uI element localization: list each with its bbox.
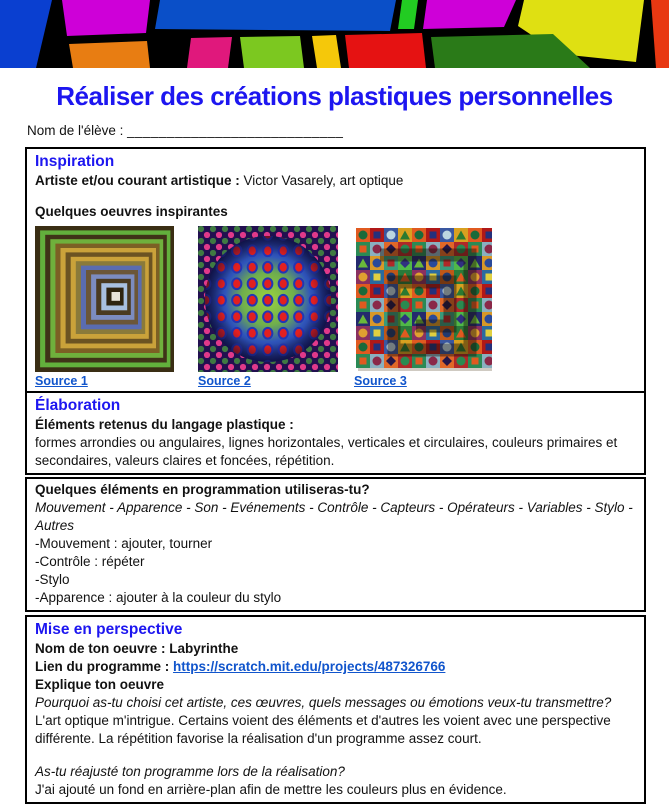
programming-categories: Mouvement - Apparence - Son - Evénements - Contrôle - Capteurs - Opérateurs - Variables - Stylo - Autres — [35, 500, 633, 533]
artwork-shape-grid-image — [354, 226, 499, 372]
worksheet-boxes — [25, 147, 646, 804]
banner-shape-red — [345, 33, 426, 68]
spacer — [35, 190, 636, 203]
works-label: Quelques oeuvres inspirantes — [35, 204, 228, 219]
artist-value: Victor Vasarely, art optique — [243, 173, 404, 188]
student-name-line — [27, 123, 669, 138]
artwork-2-column — [198, 226, 338, 388]
program-link-line — [35, 658, 636, 676]
artwork-concentric-squares-image — [35, 226, 174, 372]
plastic-language-label: Éléments retenus du langage plastique : — [35, 417, 294, 432]
banner-shape-yellow — [312, 35, 341, 68]
programming-item-pen: -Stylo — [35, 572, 70, 587]
inspiration-heading: Inspiration — [35, 153, 115, 170]
banner-shape-magenta-2 — [423, 0, 516, 29]
work-name-line — [35, 640, 636, 658]
answer-readjusted: J'ai ajouté un fond en arrière-plan afin de mettre les couleurs plus en évidence. — [35, 782, 507, 797]
section-elaboration — [25, 391, 646, 475]
explain-label: Explique ton oeuvre — [35, 677, 165, 692]
banner-shape-green — [240, 36, 304, 68]
banner-shape-orange — [69, 41, 150, 68]
artwork-1-column — [35, 226, 174, 388]
source-3-link[interactable]: Source 3 — [354, 374, 407, 388]
plastic-language-text: formes arrondies ou angulaires, lignes horizontales, verticales et circulaires, couleurs primaires et secondaires, valeurs claires et foncées, répétition. — [35, 435, 618, 468]
student-name-label: Nom de l'élève : — [27, 123, 124, 138]
page-title: Réaliser des créations plastiques personnelles — [56, 81, 613, 111]
artwork-dot-sphere-image — [198, 226, 338, 372]
programming-question: Quelques éléments en programmation utiliseras-tu? — [35, 482, 370, 497]
programming-item-movement: -Mouvement : ajouter, tourner — [35, 536, 213, 551]
work-name-label: Nom de ton oeuvre : — [35, 641, 166, 656]
spacer — [35, 748, 636, 763]
question-readjusted: As-tu réajusté ton programme lors de la réalisation? — [35, 764, 345, 779]
section-inspiration — [25, 147, 646, 393]
banner-shape-blue-wide — [155, 0, 396, 31]
work-name-value: Labyrinthe — [169, 641, 239, 656]
question-why-artist: Pourquoi as-tu choisi cet artiste, ces œuvres, quels messages ou émotions veux-tu transmettre? — [35, 695, 612, 710]
artist-label: Artiste et/ou courant artistique : — [35, 173, 240, 188]
programming-item-control: -Contrôle : répéter — [35, 554, 145, 569]
banner-shape-magenta — [62, 0, 150, 36]
banner-art — [0, 0, 669, 68]
elaboration-heading: Élaboration — [35, 397, 121, 414]
scratch-project-link[interactable]: https://scratch.mit.edu/projects/487326766 — [173, 659, 446, 674]
program-link-label: Lien du programme : — [35, 659, 170, 674]
student-name-blank: ___________________________ — [127, 123, 344, 138]
answer-why-artist: L'art optique m'intrigue. Certains voient des éléments et d'autres les voient avec une perspective différente. La répétition favorise la réalisation d'un programme assez court. — [35, 713, 611, 746]
artist-line — [35, 172, 636, 190]
inspiration-artworks-row — [35, 226, 636, 388]
perspective-heading: Mise en perspective — [35, 621, 183, 638]
source-1-link[interactable]: Source 1 — [35, 374, 88, 388]
programming-item-appearance: -Apparence : ajouter à la couleur du stylo — [35, 590, 282, 605]
artwork-3-column — [354, 226, 499, 388]
section-programming — [25, 477, 646, 612]
banner-shape-pink — [187, 37, 232, 68]
section-perspective — [25, 615, 646, 804]
source-2-link[interactable]: Source 2 — [198, 374, 251, 388]
